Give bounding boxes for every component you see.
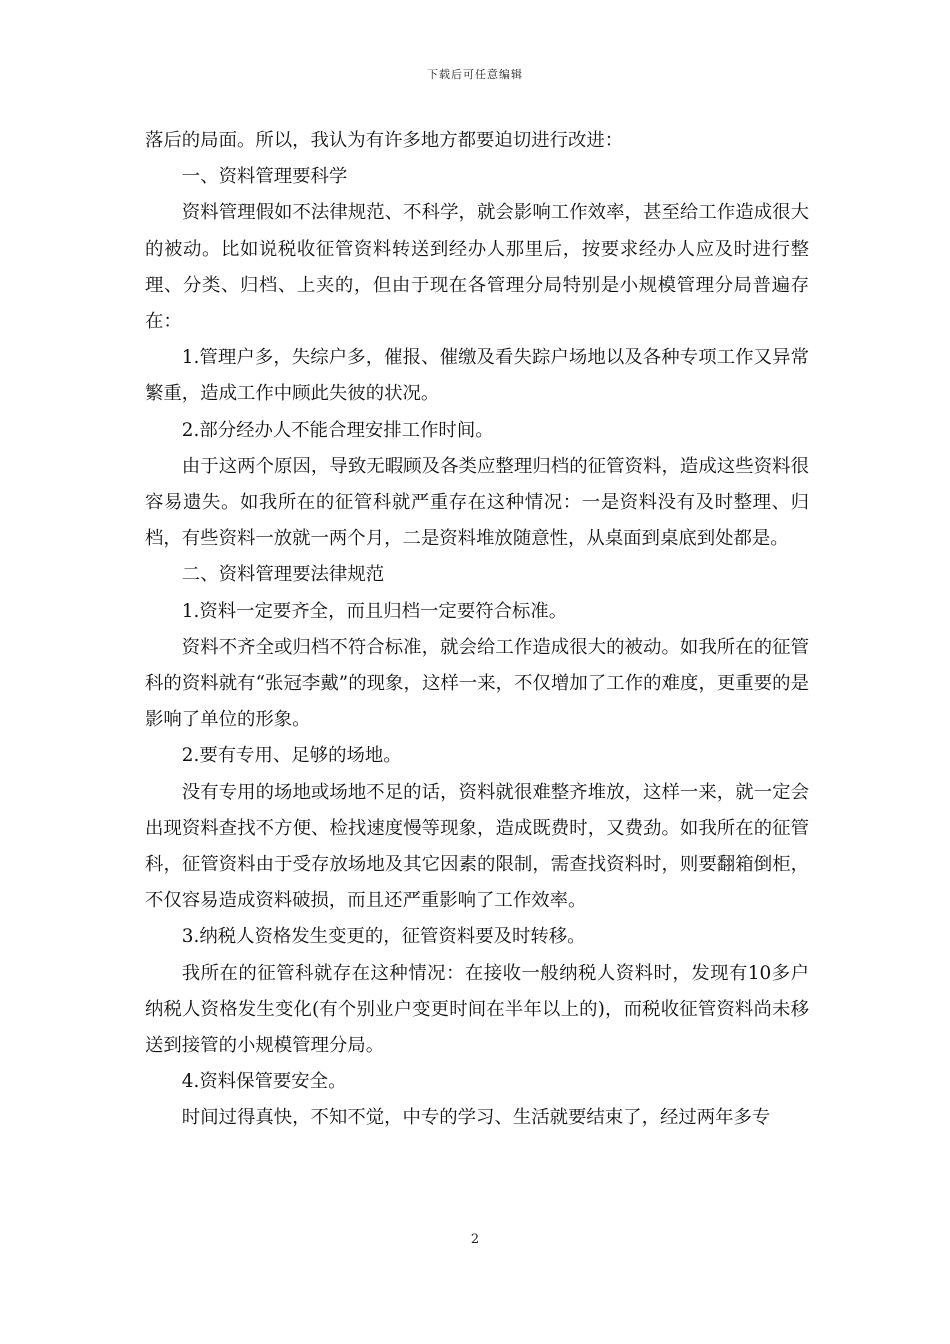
page-number: 2 [470, 1232, 480, 1247]
list-item: 1.资料一定要齐全，而且归档一定要符合标准。 [181, 600, 568, 622]
paragraph: 资料管理假如不法律规范、不科学，就会影响工作效率，甚至给工作造成很大的被动。比如说税收征管资料转送到经办人那里后，按要求经办人应及时进行整理、分类、归档、上夹的，但由于现在各管理分局特别是小规模管理分局普遍存在： [145, 202, 809, 333]
page-header: 下载后可任意编辑 [427, 68, 523, 81]
paragraph: 我所在的征管科就存在这种情况：在接收一般纳税人资料时，发现有10多户纳税人资格发生变化(有个别业户变更时间在半年以上的)，而税收征管资料尚未移送到接管的小规模管理分局。 [145, 962, 809, 1057]
document-body [145, 123, 809, 1137]
paragraph: 由于这两个原因，导致无暇顾及各类应整理归档的征管资料，造成这些资料很容易遗失。如我所在的征管科就严重存在这种情况：一是资料没有及时整理、归档，有些资料一放就一两个月，二是资料堆放随意性，从桌面到桌底到处都是。 [145, 455, 809, 550]
section-heading-2: 二、资料管理要法律规范 [181, 564, 385, 586]
paragraph-continuation: 落后的局面。所以，我认为有许多地方都要迫切进行改进： [145, 130, 624, 151]
list-item: 2.要有专用、足够的场地。 [181, 745, 402, 767]
list-item: 1.管理户多，失综户多，催报、催缴及看失踪户场地以及各种专项工作又异常繁重，造成工作中顾此失彼的状况。 [145, 347, 809, 405]
section-heading-1: 一、资料管理要科学 [181, 166, 348, 188]
paragraph: 时间过得真快，不知不觉，中专的学习、生活就要结束了，经过两年多专 [181, 1107, 771, 1129]
list-item: 4.资料保管要安全。 [181, 1071, 347, 1093]
list-item: 2.部分经办人不能合理安排工作时间。 [181, 419, 494, 441]
paragraph: 资料不齐全或归档不符合标准，就会给工作造成很大的被动。如我所在的征管科的资料就有“张冠李戴”的现象，这样一来，不仅增加了工作的难度，更重要的是影响了单位的形象。 [145, 636, 809, 731]
list-item: 3.纳税人资格发生变更的，征管资料要及时转移。 [181, 926, 586, 948]
paragraph: 没有专用的场地或场地不足的话，资料就很难整齐堆放，这样一来，就一定会出现资料查找不方便、检找速度慢等现象，造成既费时，又费劲。如我所在的征管科，征管资料由于受存放场地及其它因素的限制，需查找资料时，则要翻箱倒柜，不仅容易造成资料破损，而且还严重影响了工作效率。 [145, 781, 809, 912]
